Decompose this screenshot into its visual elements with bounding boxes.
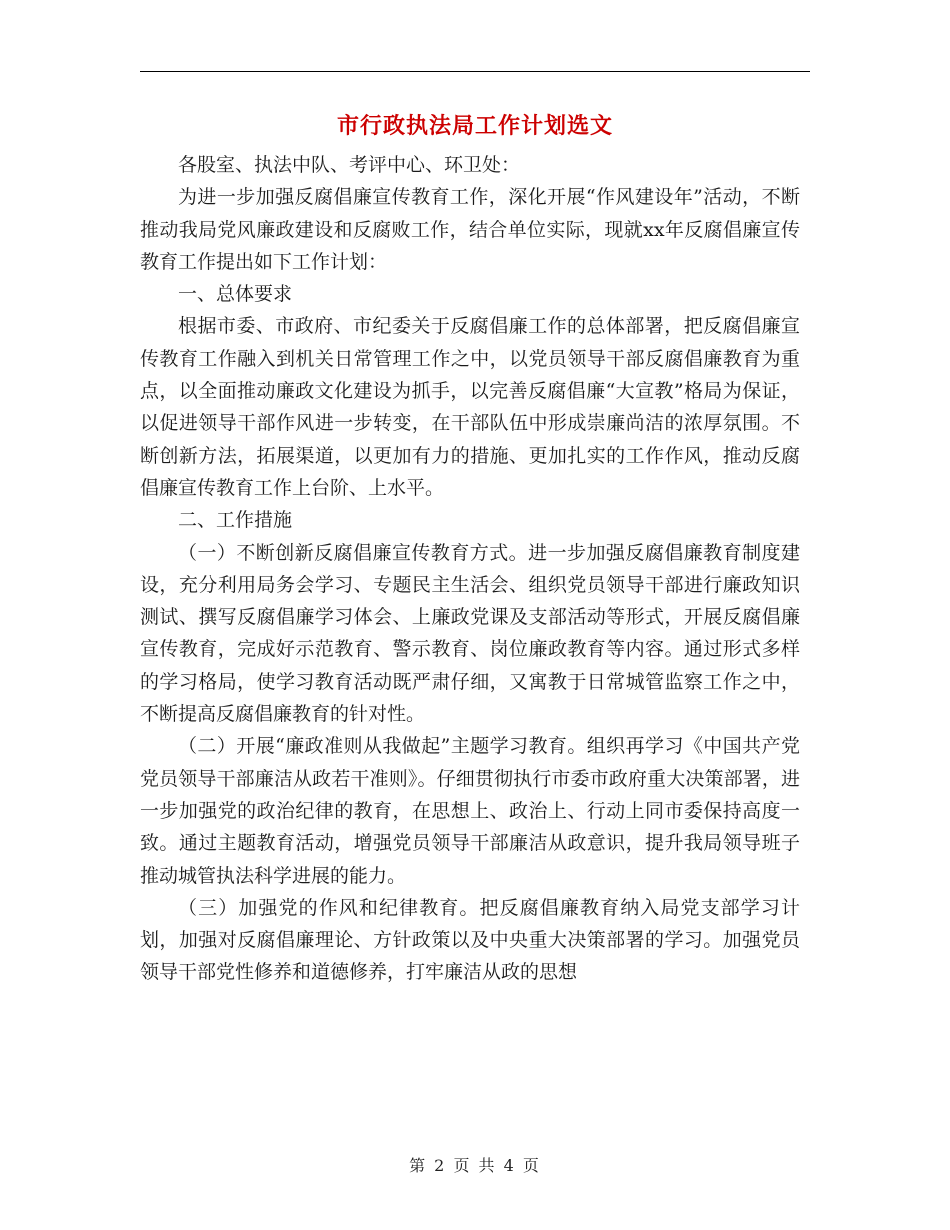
document-title: 市行政执法局工作计划选文: [336, 113, 613, 139]
section-heading-general-requirements: 一、总体要求: [178, 283, 293, 306]
intro-paragraph: 为进一步加强反腐倡廉宣传教育工作，深化开展“作风建设年”活动，不断推动我局党风廉政建设和反腐败工作，结合单位实际，现就xx年反腐倡廉宣传教育工作提出如下工作计划：: [140, 186, 800, 273]
page-number-footer: 第 2 页 共 4 页: [409, 1156, 541, 1175]
measure-2-paragraph: （二）开展“廉政准则从我做起”主题学习教育。组织再学习《中国共产党党员领导干部廉洁从政若干准则》。仔细贯彻执行市委市政府重大决策部署，进一步加强党的政治纪律的教育，在思想上、政治上、行动上同市委保持高度一致。通过主题教育活动，增强党员领导干部廉洁从政意识，提升我局领导班子推动城管执法科学进展的能力。: [140, 735, 800, 887]
measure-1-paragraph: （一）不断创新反腐倡廉宣传教育方式。进一步加强反腐倡廉教育制度建设，充分利用局务会学习、专题民主生活会、组织党员领导干部进行廉政知识测试、撰写反腐倡廉学习体会、上廉政党课及支部活动等形式，开展反腐倡廉宣传教育，完成好示范教育、警示教育、岗位廉政教育等内容。通过形式多样的学习格局，使学习教育活动既严肃仔细，又寓教于日常城管监察工作之中，不断提高反腐倡廉教育的针对性。: [140, 541, 800, 726]
salutation-paragraph: 各股室、执法中队、考评中心、环卫处：: [178, 154, 521, 176]
general-requirements-paragraph: 根据市委、市政府、市纪委关于反腐倡廉工作的总体部署，把反腐倡廉宣传教育工作融入到机关日常管理工作之中，以党员领导干部反腐倡廉教育为重点，以全面推动廉政文化建设为抓手，以完善反腐倡廉“大宣教”格局为保证，以促进领导干部作风进一步转变，在干部队伍中形成崇廉尚洁的浓厚氛围。不断创新方法，拓展渠道，以更加有力的措施、更加扎实的工作作风，推动反腐倡廉宣传教育工作上台阶、上水平。: [140, 315, 800, 499]
document-body: [140, 149, 800, 989]
section-heading-work-measures: 二、工作措施: [178, 509, 293, 532]
measure-3-paragraph: （三）加强党的作风和纪律教育。把反腐倡廉教育纳入局党支部学习计划，加强对反腐倡廉理论、方针政策以及中央重大决策部署的学习。加强党员领导干部党性修养和道德修养，打牢廉洁从政的思想: [140, 896, 800, 984]
header-rule: [140, 71, 810, 72]
